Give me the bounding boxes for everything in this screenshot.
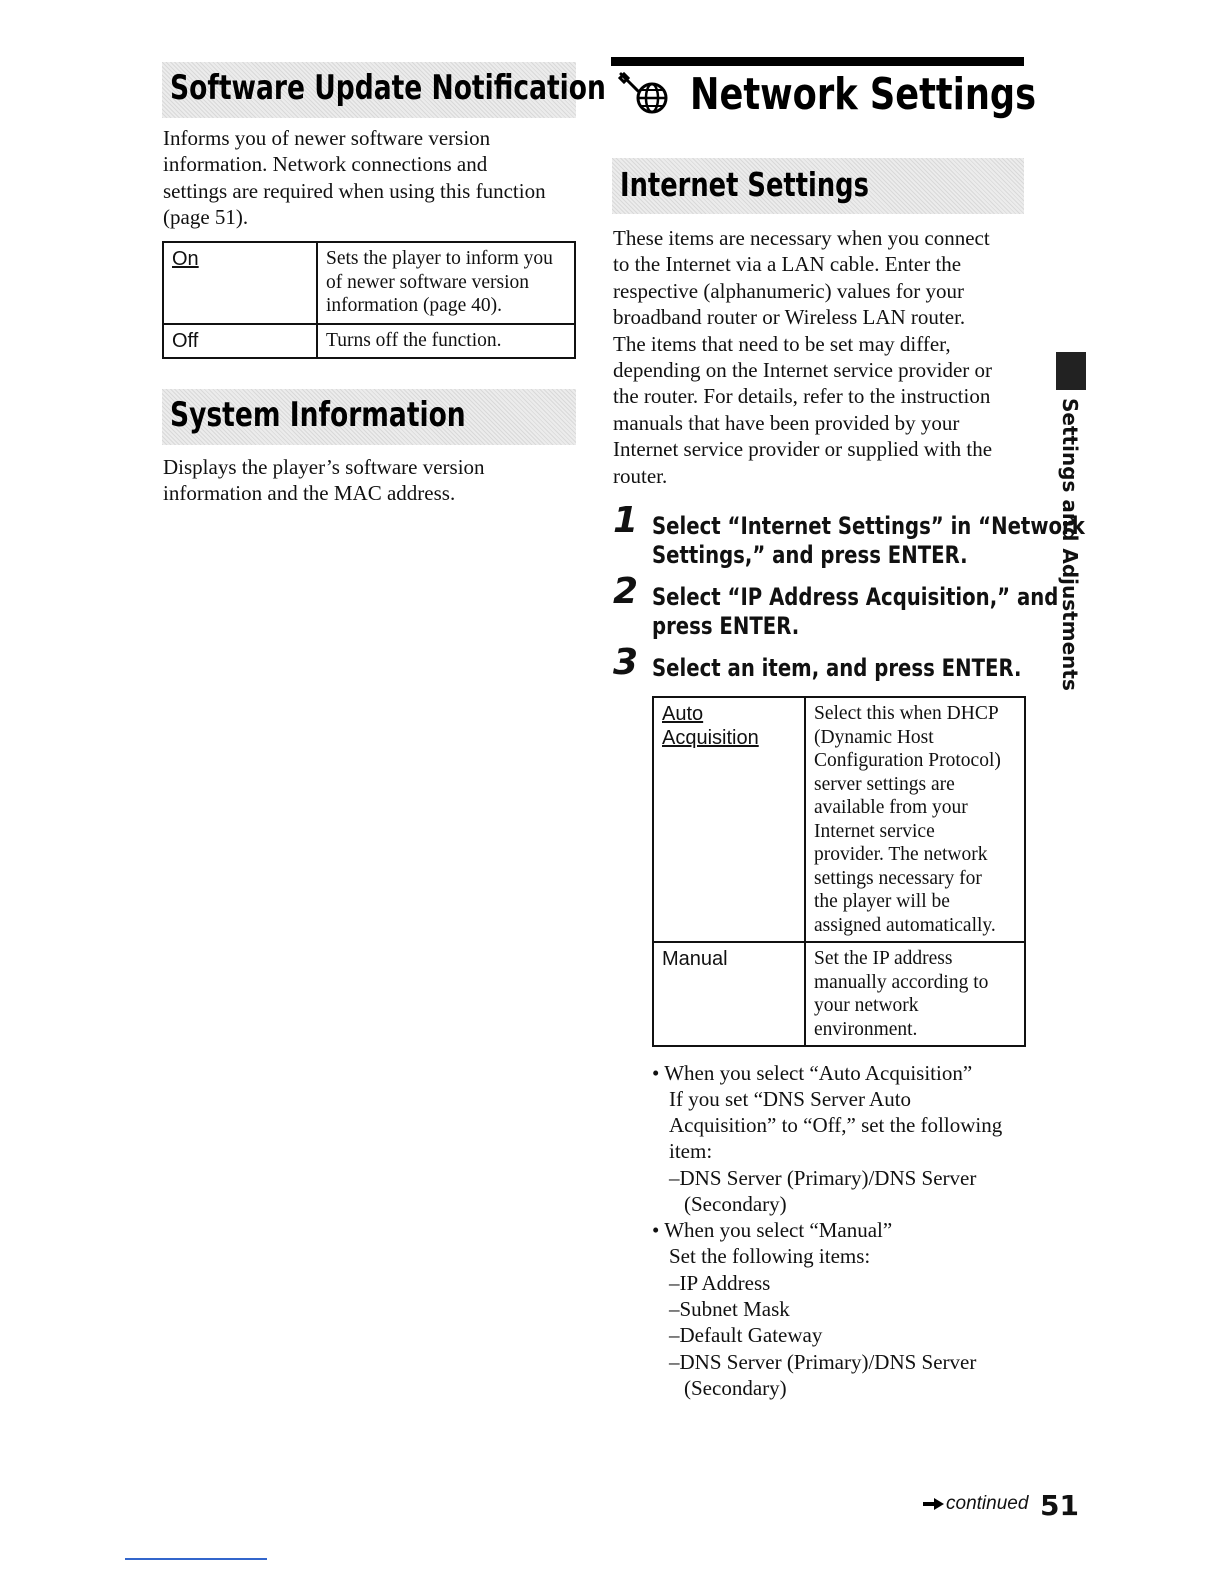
software-update-description: Informs you of newer software version information. Network connections and settings are required when using this function (page 51). (163, 126, 546, 230)
step-number: 3 (613, 642, 639, 683)
table-row (653, 942, 1025, 1046)
option-description: Set the IP address manually according to your network environment. (805, 942, 1025, 1046)
list-item: Acquisition” to “Off,” set the following (669, 1113, 1003, 1137)
software-update-options-table (162, 241, 576, 359)
table-row (163, 242, 575, 324)
page-number: 51 (1040, 1489, 1079, 1522)
option-name: Off (163, 324, 317, 358)
system-info-title: System Information (170, 395, 466, 435)
side-tab-label: Settings and Adjustments (1058, 398, 1082, 691)
list-item: Set the following items: (669, 1244, 871, 1268)
network-settings-icon (612, 68, 680, 120)
system-info-description: Displays the player’s software version information and the MAC address. (163, 455, 485, 506)
option-name: Manual (653, 942, 805, 1046)
option-description: Turns off the function. (317, 324, 575, 358)
side-tab-marker (1056, 352, 1086, 390)
software-update-title: Software Update Notification (170, 68, 606, 108)
step-number: 1 (613, 500, 639, 541)
list-item: If you set “DNS Server Auto (669, 1087, 912, 1111)
list-item: –DNS Server (Primary)/DNS Server (669, 1350, 977, 1374)
chapter-title: Network Settings (690, 69, 1037, 120)
table-row (653, 697, 1025, 942)
list-item: • When you select “Manual” (652, 1218, 893, 1242)
option-description: Select this when DHCP (Dynamic Host Configuration Protocol) server settings are available from your Internet service provider. The network settings necessary for the player will be assigned automatically. (805, 697, 1025, 942)
continued-arrow-icon (922, 1496, 946, 1512)
chapter-rule (611, 57, 1024, 66)
step-number: 2 (613, 571, 639, 612)
option-name: On (163, 242, 317, 324)
list-item: –DNS Server (Primary)/DNS Server (669, 1166, 977, 1190)
ip-acquisition-options-table (652, 696, 1026, 1047)
footer-rule (125, 1558, 267, 1560)
list-item: (Secondary) (684, 1376, 787, 1400)
list-item: –IP Address (669, 1271, 771, 1295)
continued-label: continued (946, 1493, 1029, 1514)
list-item: (Secondary) (684, 1192, 787, 1216)
internet-settings-description: These items are necessary when you connect to the Internet via a LAN cable. Enter the respective (alphanumeric) values for your broadband router or Wireless LAN router. The items that need to be set may differ, depending on the Internet service provider or the router. For details, refer to the instruction manuals that have been provided by your Internet service provider or supplied with the router. (613, 226, 993, 488)
list-item: • When you select “Auto Acquisition” (652, 1061, 973, 1085)
step-text: Select “Internet Settings” in “Network Settings,” and press ENTER. (652, 512, 1085, 569)
step-text: Select “IP Address Acquisition,” and press ENTER. (652, 583, 1059, 640)
list-item: –Default Gateway (669, 1323, 823, 1347)
step-text: Select an item, and press ENTER. (652, 654, 1022, 682)
internet-settings-title: Internet Settings (620, 165, 869, 204)
list-item: item: (669, 1139, 713, 1163)
option-name: Auto Acquisition (653, 697, 805, 942)
table-row (163, 324, 575, 358)
list-item: –Subnet Mask (669, 1297, 790, 1321)
option-description: Sets the player to inform you of newer software version information (page 40). (317, 242, 575, 324)
